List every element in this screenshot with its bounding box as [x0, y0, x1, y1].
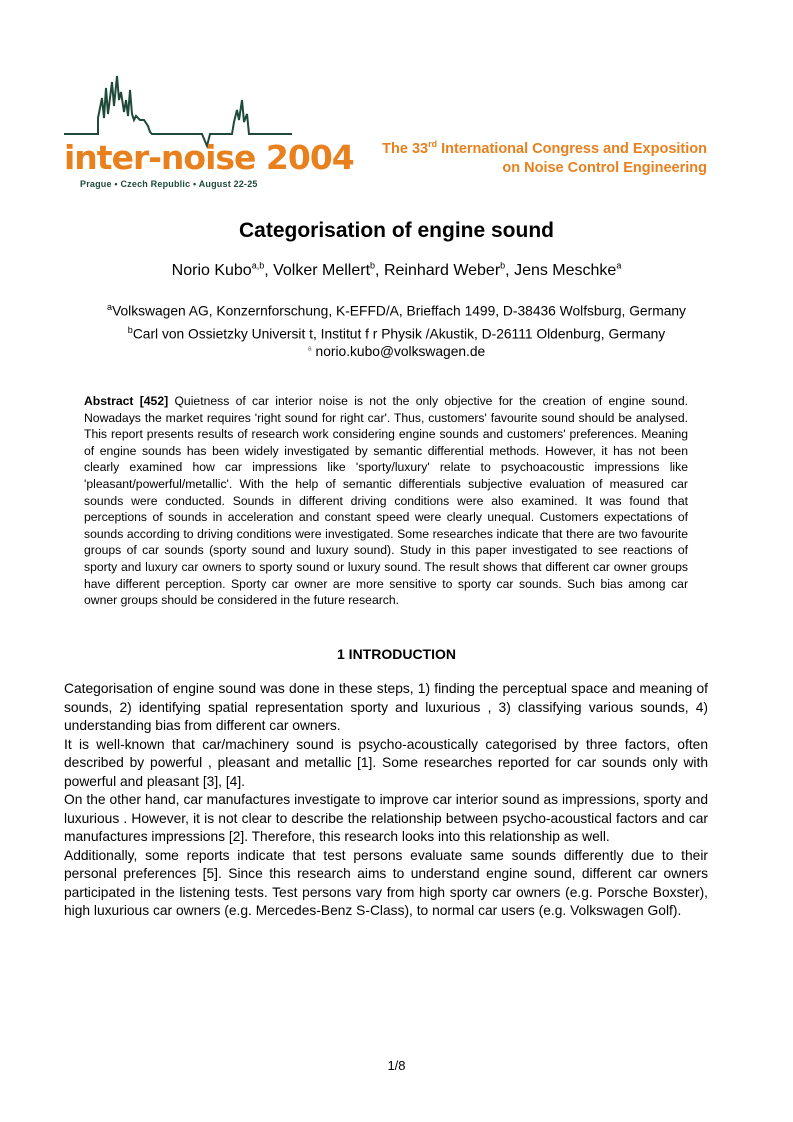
abstract	[84, 393, 688, 609]
congress-title	[382, 140, 707, 178]
author: Jens Meschke$^a$	[514, 261, 622, 280]
paragraph: Categorisation of engine sound was done in these steps, 1) finding the perceptual space and meaning of sounds, 2) identifying spatial representation sporty and luxurious , 3) classifying various sounds, 4) understanding bias from different car owners.	[64, 681, 708, 733]
paragraph: It is well-known that car/machinery sound is psycho-acoustically categorised by three factors, often described by powerful , pleasant and metallic [1]. Some researches reported for car sounds only with powerful and pleasant [3], [4].	[64, 736, 708, 789]
author: Norio Kubo$^{a,b}$,	[171, 261, 274, 280]
conference-logo	[62, 70, 354, 192]
congress-line-2: on Noise Control Engineering	[502, 160, 707, 176]
paragraph: Additionally, some reports indicate that test persons evaluate same sounds differently due to their personal preferences [5]. Since this research aims to understand engine sound, different car owners participated in the listening tests. Test persons vary from high sporty car owners (e.g. Porsche Boxster), high luxurious car owners (e.g. Mercedes-Benz S-Class), to normal car users (e.g. Volkswagen Golf).	[64, 847, 708, 918]
author: Volker Mellert$^b$,	[273, 261, 384, 280]
affiliation: $^a$Volkswagen AG, Konzernforschung, K-EFFD/A, Brieffach 1499, D-38436 Wolfsburg, Germany	[107, 302, 686, 319]
congress-line-1: The 33rd International Congress and Exposition	[382, 139, 707, 157]
logo-text: inter-noise 2004	[64, 138, 354, 177]
logo-subtitle: Prague • Czech Republic • August 22-25	[80, 179, 258, 189]
paragraph: On the other hand, car manufactures investigate to improve car interior sound as impressions, sporty and luxurious . However, it is not clear to describe the relationship between psycho-acoustical factors and car manufactures impressions [2]. Therefore, this research looks into this relationship as well.	[64, 792, 708, 844]
paper-title: Categorisation of engine sound	[238, 219, 554, 242]
contact-email: $^a$ norio.kubo@volkswagen.de	[307, 344, 486, 359]
section-heading: 1 INTRODUCTION	[337, 646, 456, 662]
page-number: 1/8	[387, 1058, 406, 1073]
affiliations	[0, 298, 793, 343]
abstract-label: Abstract [452]	[84, 394, 169, 408]
author: Reinhard Weber$^b$,	[383, 261, 515, 280]
author-list	[0, 261, 793, 280]
affiliation: $^b$Carl von Ossietzky Universit t, Institut f r Physik /Akustik, D-26111 Oldenburg, Germany	[127, 324, 666, 342]
abstract-text: Quietness of car interior noise is not the only objective for the creation of engine sound. Nowadays the market requires 'right sound for right car'. Thus, customers' favourite sound should be analysed. This report presents results of research work considering engine sounds and customers' preferences. Meaning of engine sounds has been widely investigated by semantic differential methods. However, it has not been clearly examined how car impressions like 'sporty/luxury' relate to psychoacoustic impressions like 'pleasant/powerful/metallic'. With the help of semantic differentials subjective evaluation of measured car sounds were conducted. Sounds in different driving conditions were also examined. It was found that perceptions of sounds in acceleration and constant speed were clearly unequal. Customers expectations of sounds according to driving conditions were investigated. Some researches indicate that there are two favourite groups of car sounds (sporty sound and luxury sound). Study in this paper investigated to see reactions of sporty and luxury car owners to sporty sound or luxury sound. The result shows that different car owner groups have different perception. Sporty car owner are more sensitive to sporty car sounds. Such bias among car owner groups should be considered in the future research.	[84, 394, 688, 608]
introduction-body	[64, 680, 708, 921]
